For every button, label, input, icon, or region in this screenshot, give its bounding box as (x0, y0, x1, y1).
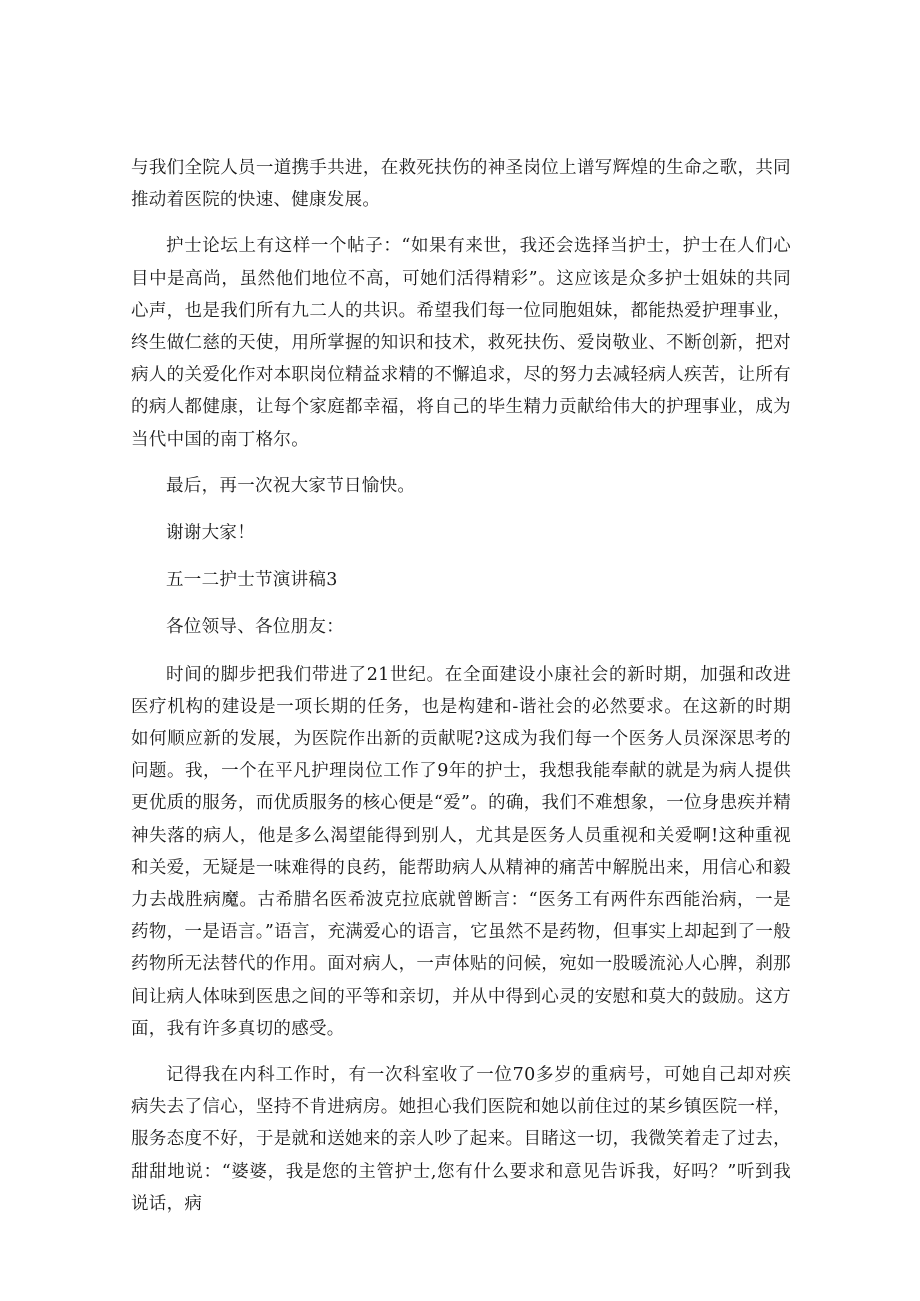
paragraph-time-steps: 时间的脚步把我们带进了21世纪。在全面建设小康社会的新时期，加强和改进医疗机构的建设是一项长期的任务，也是构建和-谐社会的必然要求。在这新的时期如何顺应新的发展，为医院作出新的贡献呢?这成为我们每一个医务人员深深思考的问题。我，一个在平凡护理岗位工作了9年的护士，我想我能奉献的就是为病人提供更优质的服务，而优质服务的核心便是“爱”。的确，我们不难想象，一位身患疾并精神失落的病人，他是多么渴望能得到别人，尤其是医务人员重视和关爱啊!这种重视和关爱，无疑是一味难得的良药，能帮助病人从精神的痛苦中解脱出来，用信心和毅力去战胜病魔。古希腊名医希波克拉底就曾断言：“医务工有两件东西能治病，一是药物，一是语言。”语言，充满爱心的语言，它虽然不是药物，但事实上却起到了一般药物所无法替代的作用。面对病人，一声体贴的问候，宛如一股暖流沁人心脾，刹那间让病人体味到医患之间的平等和亲切，并从中得到心灵的安慰和莫大的鼓励。这方面，我有许多真切的感受。 (131, 664, 791, 1039)
paragraph-thanks: 谢谢大家！ (166, 523, 255, 544)
paragraph-memory: 记得我在内科工作时，有一次科室收了一位70多岁的重病号，可她自己却对疾病失去了信心，坚持不肯进病房。她担心我们医院和她以前住过的某乡镇医院一样，服务态度不好，于是就和送她来的亲人吵了起来。目睹这一切，我微笑着走了过去，甜甜地说：“婆婆，我是您的主管护士,您有什么要求和意见告诉我，好吗？”听到我说话，病 (131, 1065, 791, 1214)
document-body (131, 152, 791, 1234)
paragraph-forum-quote: 护士论坛上有这样一个帖子：“如果有来世，我还会选择当护士，护士在人们心目中是高尚，虽然他们地位不高，可她们活得精彩”。这应该是众多护士姐妹的共同心声，也是我们所有九二人的共识。希望我们每一位同胞姐妹，都能热爱护理事业，终生做仁慈的天使，用所掌握的知识和技术，救死扶伤、爱岗敬业、不断创新，把对病人的关爱化作对本职岗位精益求精的不懈追求，尽的努力去减轻病人疾苦，让所有的病人都健康，让每个家庭都幸福，将自己的毕生精力贡献给伟大的护理事业，成为当代中国的南丁格尔。 (131, 236, 791, 450)
salutation: 各位领导、各位朋友： (166, 617, 344, 638)
paragraph-closing-wish: 最后，再一次祝大家节日愉快。 (166, 475, 416, 496)
section-title: 五一二护士节演讲稿3 (166, 570, 338, 591)
paragraph-continuation: 与我们全院人员一道携手共进，在救死扶伤的神圣岗位上谱写辉煌的生命之歌，共同推动着医院的快速、健康发展。 (131, 158, 791, 211)
